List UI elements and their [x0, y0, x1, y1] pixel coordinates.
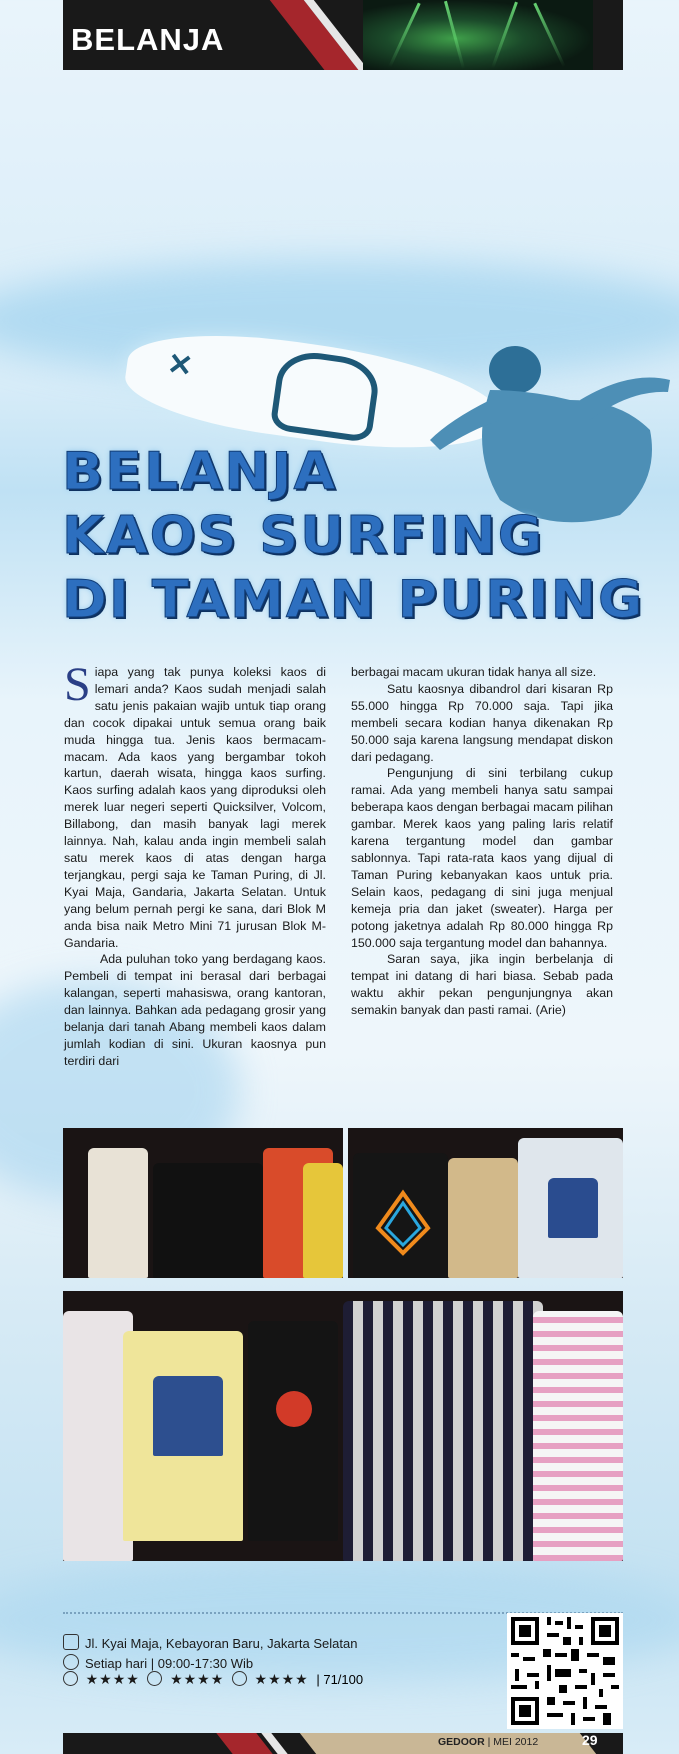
paragraph: berbagai macam ukuran tidak hanya all size.: [351, 665, 597, 679]
magazine-credit: GEDOOR | MEI 2012: [438, 1736, 539, 1748]
title-line: DI TAMAN PURING: [62, 569, 645, 630]
paragraph: Saran saya, jika ingin berbelanja di tempat ini datang di hari biasa. Sebab pada waktu akhir pekan pengunjungnya akan semakin banyak dan pasti ramai. (Arie): [351, 952, 613, 1018]
paragraph: Satu kaosnya dibandrol dari kisaran Rp 55.000 hingga Rp 70.000 saja. Tapi jika membeli secara kodian hanya dikenakan Rp 50.000 saja karena langsung mendapat diskon dari pedagang.: [351, 681, 613, 764]
article-column-right: [351, 664, 613, 1019]
paragraph: Pengunjung di sini terbilang cukup ramai. Ada yang membeli hanya satu sampai beberapa kaos dengan berbagai macam pilihan gambar. Merek kaos yang paling laris relatif karena tergantung model dan gambar sablonnya. Tapi rata-rata kaos yang dijual di Taman Puring kebanyakan kaos untuk pria. Selain kaos, pedagang di sini juga menjual kemeja pria dan jaket (sweater). Harga per potong jaketnya adalah Rp 80.000 hingga Rp 150.000 saja tergantung model dan bahannya.: [351, 766, 613, 950]
issue-date: MEI 2012: [493, 1736, 539, 1748]
address-line: [63, 1634, 357, 1651]
magazine-name: GEDOOR: [438, 1736, 485, 1748]
shop-photo-graphic-tees: [348, 1128, 623, 1278]
title-line: BELANJA: [62, 441, 338, 502]
paragraph: Ada puluhan toko yang berdagang kaos. Pembeli di tempat ini berasal dari berbagai kalangan, seperti mahasiswa, orang kantoran, dan lainnya. Bahkan ada pedagang grosir yang belanja dari tanah Abang membeli kaos dalam jumlah kodian di sini. Ukuran kaosnya pun terdiri dari: [64, 952, 326, 1068]
rating-stars: ★★★★: [254, 1671, 309, 1687]
dollar-badge-icon: [232, 1671, 247, 1686]
page-number: 29: [582, 1732, 598, 1748]
rating-row: [63, 1671, 367, 1688]
address-text: Jl. Kyai Maja, Kebayoran Baru, Jakarta Selatan: [85, 1636, 358, 1651]
qr-code-image: [507, 1613, 623, 1729]
article-column-left: [64, 658, 326, 1070]
shop-photo-shirts-rack: [63, 1128, 343, 1278]
star-badge-icon: [63, 1671, 78, 1686]
surfboard-image: ✕: [120, 319, 510, 466]
home-icon: [63, 1634, 79, 1650]
paragraph: Siapa yang tak punya koleksi kaos di lemari anda? Kaos sudah menjadi salah satu jenis pakaian wajib untuk tiap orang dan cocok dipakai untuk semua orang baik muda hingga tua. Jenis kaos bermacam-macam. Ada kaos yang bergambar tokoh kartun, daerah wisata, hingga kaos surfing. Kaos surfing adalah kaos yang diproduksi oleh merek luar negeri seperti Quicksilver, Volcom, Billabong, dan masih banyak lagi merek lainnya. Nah, kalau anda ingin membeli salah satu merek kaos di atas dengan harga terjangkau, pergi saja ke Taman Puring, di Jl. Kyai Maja, Gandaria, Jakarta Selatan. Untuk yang belum pernah pergi ke sana, dari Blok M anda bisa naik Metro Mini 71 jurusan Blok M-Gandaria.: [64, 658, 326, 950]
stage-lights-image: [363, 0, 593, 70]
title-line: KAOS SURFING: [62, 505, 545, 566]
section-header: [63, 0, 623, 70]
rating-stars: ★★★★: [85, 1671, 140, 1687]
footer-bar: [63, 1733, 623, 1754]
shop-photo-shirts-display: [63, 1291, 623, 1561]
rating-score: | 71/100: [316, 1672, 364, 1687]
rating-stars: ★★★★: [170, 1671, 225, 1687]
section-label: BELANJA: [71, 22, 225, 57]
drop-cap: S: [64, 658, 91, 711]
hours-text: Setiap hari | 09:00-17:30 Wib: [85, 1656, 254, 1671]
article-title: [62, 440, 662, 632]
clock-icon: [63, 1654, 79, 1670]
hours-line: [63, 1654, 253, 1671]
percent-badge-icon: [147, 1671, 162, 1686]
